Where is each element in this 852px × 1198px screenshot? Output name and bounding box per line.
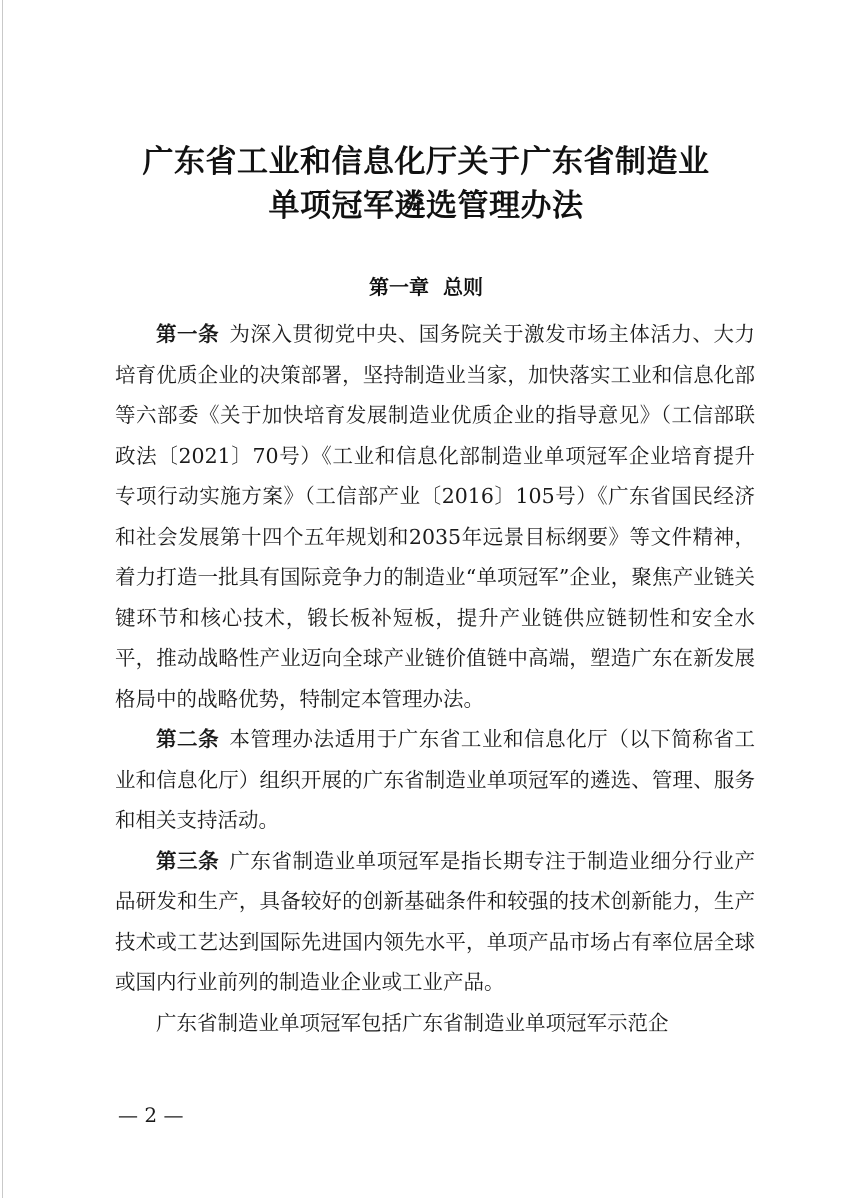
document-title (0, 140, 852, 228)
article-3 (115, 841, 755, 1003)
article-2 (115, 719, 755, 841)
title-line-1: 广东省工业和信息化厅关于广东省制造业 (142, 144, 710, 180)
article-3-text: 广东省制造业单项冠军是指长期专注于制造业细分行业产品研发和生产，具备较好的创新基础条件和较强的技术创新能力，生产技术或工艺达到国际先进国内领先水平，单项产品市场占有率位居全球或国内行业前列的制造业企业或工业产品。 (115, 848, 756, 994)
document-body (115, 314, 755, 1043)
article-3-head: 第三条 (156, 848, 220, 873)
article-1-text: 为深入贯彻党中央、国务院关于激发市场主体活力、大力培育优质企业的决策部署，坚持制造业当家，加快落实工业和信息化部等六部委《关于加快培育发展制造业优质企业的指导意见》（工信部联政法〔2021〕70号）《工业和信息化部制造业单项冠军企业培育提升专项行动实施方案》（工信部产业〔2016〕105号）《广东省国民经济和社会发展第十四个五年规划和2035年远景目标纲要》等文件精神，着力打造一批具有国际竞争力的制造业“单项冠军”企业，聚焦产业链关键环节和核心技术，锻长板补短板，提升产业链供应链韧性和安全水平，推动战略性产业迈向全球产业链价值链中高端，塑造广东在新发展格局中的战略优势，特制定本管理办法。 (115, 322, 756, 711)
article-2-text: 本管理办法适用于广东省工业和信息化厅（以下简称省工业和信息化厅）组织开展的广东省制造业单项冠军的遴选、管理、服务和相关支持活动。 (115, 727, 756, 832)
article-1-head: 第一条 (156, 322, 220, 346)
page-number: — 2 — (118, 1103, 184, 1127)
title-line-2: 单项冠军遴选管理办法 (268, 188, 584, 224)
article-2-head: 第二条 (156, 727, 220, 751)
trailing-paragraph: 广东省制造业单项冠军包括广东省制造业单项冠军示范企 (156, 1010, 669, 1035)
chapter-heading: 第一章 总则 (369, 275, 483, 299)
article-1 (115, 314, 755, 719)
